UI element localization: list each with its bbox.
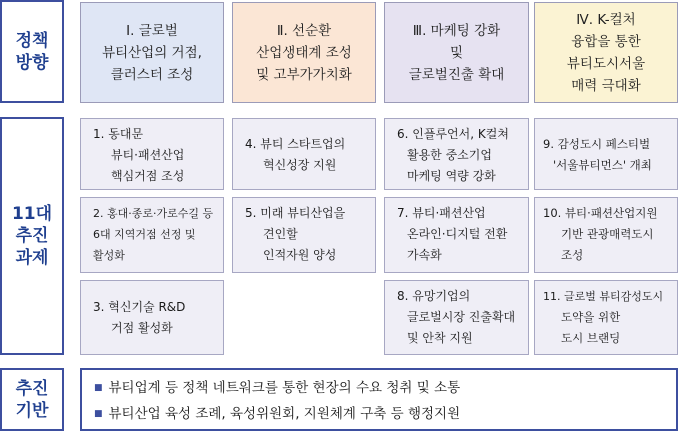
task-10-line-1: 10. 뷰티·패션산업지원: [543, 206, 658, 220]
basis-item-2: [94, 401, 666, 427]
task-2-line-3: 활성화: [93, 249, 125, 262]
pillar-3: Ⅲ. 마케팅 강화 및 글로벌진출 확대: [384, 2, 529, 103]
task-8-line-2: 글로벌시장 진출확대: [407, 310, 516, 324]
task-5: [232, 197, 376, 273]
task-2-line-1: 2. 홍대·종로·가로수길 등: [93, 207, 214, 220]
task-9-line-2: '서울뷰티먼스' 개최: [553, 157, 652, 172]
task-8-line-3: 및 안착 지원: [407, 331, 473, 345]
row-header-basis: 추진 기반: [0, 368, 64, 431]
task-11-line-1: 11. 글로벌 뷰티감성도시: [543, 290, 664, 303]
task-11: [534, 280, 678, 355]
task-5-line-2: 견인할: [263, 227, 298, 241]
task-5-line-3: 인적자원 양성: [263, 248, 337, 262]
task-6-line-3: 마케팅 역량 강화: [407, 169, 496, 183]
task-11-line-2: 도약을 위한: [561, 310, 621, 324]
row-header-tasks: 11대 추진 과제: [0, 117, 64, 355]
task-4-line-2: 혁신성장 지원: [263, 157, 337, 172]
row-header-policy-direction: 정책 방향: [0, 0, 64, 103]
task-6-line-2: 활용한 중소기업: [407, 148, 492, 162]
task-2: [80, 197, 224, 273]
task-6: [384, 118, 529, 190]
task-3-line-1: 3. 혁신기술 R&D: [93, 300, 186, 314]
pillar-1: Ⅰ. 글로벌 뷰티산업의 거점, 클러스터 조성: [80, 2, 224, 103]
task-3-line-2: 거점 활성화: [111, 321, 173, 335]
task-10-line-2: 기반 관광매력도시: [561, 227, 654, 241]
task-3: [80, 280, 224, 355]
square-bullet-icon: ■: [94, 409, 103, 419]
basis-box: [80, 368, 678, 431]
task-11-line-3: 도시 브랜딩: [561, 331, 621, 345]
basis-item-1-text: 뷰티업계 등 정책 네트워크를 통한 현장의 수요 청취 및 소통: [108, 380, 461, 396]
task-8: [384, 280, 529, 355]
task-5-line-1: 5. 미래 뷰티산업을: [245, 206, 346, 220]
task-9-line-1: 9. 감성도시 페스티벌: [543, 136, 651, 151]
task-9: [534, 118, 678, 190]
task-1-line-1: 1. 동대문: [93, 127, 144, 141]
task-1-line-3: 핵심거점 조성: [111, 169, 185, 183]
task-2-line-2: 6대 지역거점 선정 및: [93, 228, 196, 241]
task-6-line-1: 6. 인플루언서, K컬쳐: [397, 127, 509, 141]
basis-item-2-text: 뷰티산업 육성 조례, 육성위원회, 지원체계 구축 등 행정지원: [108, 406, 461, 422]
task-4-line-1: 4. 뷰티 스타트업의: [245, 136, 346, 151]
task-1-line-2: 뷰티·패션산업: [111, 148, 185, 162]
task-7-line-3: 가속화: [407, 248, 442, 262]
task-7-line-1: 7. 뷰티·패션산업: [397, 206, 486, 220]
square-bullet-icon: ■: [94, 383, 103, 393]
task-1: [80, 118, 224, 190]
task-10-line-3: 조성: [561, 248, 584, 262]
task-8-line-1: 8. 유망기업의: [397, 289, 471, 303]
task-10: [534, 197, 678, 273]
pillar-4: Ⅳ. K-컬처 융합을 통한 뷰티도시서울 매력 극대화: [534, 2, 678, 103]
pillar-2: Ⅱ. 선순환 산업생태계 조성 및 고부가가치화: [232, 2, 376, 103]
task-7-line-2: 온라인·디지털 전환: [407, 227, 508, 241]
task-4: [232, 118, 376, 190]
basis-item-1: [94, 375, 666, 401]
task-7: [384, 197, 529, 273]
